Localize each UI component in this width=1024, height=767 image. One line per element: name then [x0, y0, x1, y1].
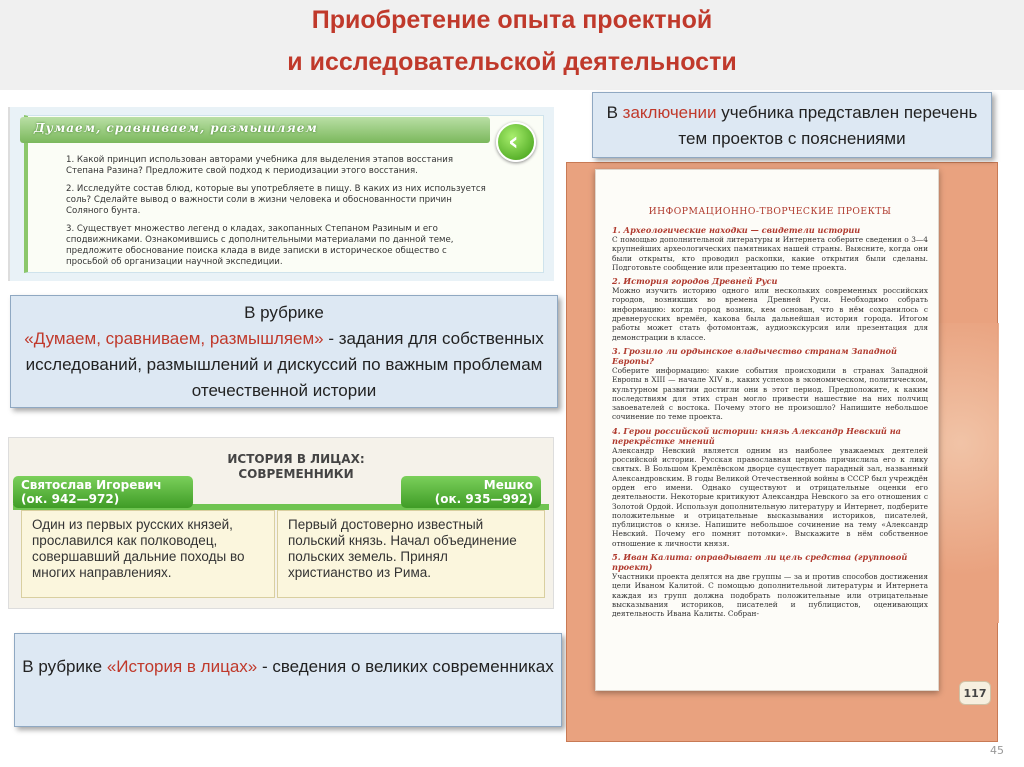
callout-conclusion	[592, 92, 992, 158]
slide-number: 45	[990, 744, 1004, 757]
person-years: (ок. 935—992)	[434, 492, 533, 506]
person-tab-right	[401, 476, 541, 508]
project-heading-4: 4. Герои российской истории: князь Александр Невский на перекрёстке мнений	[612, 425, 901, 446]
callout-highlight: заключении	[622, 103, 717, 122]
project-text-1: С помощью дополнительной литературы и Интернета соберите сведения о 3—4 крупнейших археологических памятниках нашей страны. Выясните, когда они были открыты, кто проводил раскопки, какие открытия были сделаны. Подготовьте сообщение или презентацию по теме проекта.	[612, 235, 928, 272]
callout-faces-rubric	[14, 633, 562, 727]
textbook-page-117	[566, 162, 998, 742]
project-text-2: Можно изучить историю одного или нескольких современных российских городов, возникших во времена Древней Руси. Необходимо собрать информацию: когда город возник, кем основан, что в нём сохранилось с древнерусских времён, какова была дальнейшая история города. Итогом работы может стать фотомонтаж, аудиоэкскурсия или презентация для демонстрации в классе.	[612, 286, 928, 342]
callout-think-rubric	[10, 295, 558, 408]
project-heading-5: 5. Иван Калита: оправдывает ли цель средства (групповой проект)	[612, 552, 908, 573]
heading-line2: СОВРЕМЕННИКИ	[238, 467, 354, 481]
section-heading	[201, 452, 391, 482]
project-list-page	[595, 169, 939, 691]
page-title: ИНФОРМАЦИОННО-ТВОРЧЕСКИЕ ПРОЕКТЫ	[648, 206, 892, 217]
heading-line1: ИСТОРИЯ В ЛИЦАХ:	[227, 452, 365, 466]
person-card-left: Один из первых русских князей, прославился как полководец, совершавший дальние походы во многих направлениях.	[21, 510, 275, 598]
person-card-right: Первый достоверно известный польский князь. Начал объединение польских земель. Принял христианство из Рима.	[277, 510, 545, 598]
slide-title-line2: и исследовательской деятельности	[287, 48, 737, 76]
person-name: Святослав Игоревич	[21, 478, 162, 492]
callout-rest: - сведения о великих современниках	[257, 657, 554, 676]
callout-prefix: В рубрике	[22, 657, 107, 676]
chevron-left-icon[interactable]: ‹	[496, 122, 536, 162]
rubric-title: Думаем, сравниваем, размышляем	[34, 121, 318, 135]
callout-highlight: «История в лицах»	[106, 657, 258, 676]
callout-line1: В рубрике	[244, 303, 324, 322]
rubric-banner	[20, 117, 490, 143]
project-text-3: Соберите информацию: какие события происходили в странах Западной Европы в XIII — начале XIV в., каких успехов в экономическом, политическом, культурном развитии достигли они в этот период. Предположите, к каким последствиям для этих стран могло привести нашествие на них полчищ завоевателей с востока. Почему этого не произошло? Напишите небольшое сочинение по теме проекта.	[612, 365, 928, 422]
question-3: 3. Существует множество легенд о кладах, закопанных Степаном Разиным и его сподвижниками. Ознакомившись с дополнительными материалами по данной теме, предложите обоснование поиска клада в виде записки в историческое общество с просьбой об организации научной экспедиции.	[66, 224, 454, 267]
person-years: (ок. 942—972)	[21, 492, 120, 506]
question-2: 2. Исследуйте состав блюд, которые вы употребляете в пищу. В каких из них используется соль? Сделайте вывод о важности соли в жизни человека и обоснованности причин Соляного бунта.	[66, 184, 486, 216]
person-tab-left	[13, 476, 193, 508]
project-heading-3: 3. Грозило ли ордынское владычество странам Западной Европы?	[612, 345, 897, 366]
callout-rest: учебника представлен перечень тем проектов с пояснениями	[678, 103, 978, 148]
project-text-4: Александр Невский является одним из наиболее уважаемых деятелей российской истории. Русская православная церковь причислила его к лику святых. В Большом Кремлёвском дворце существует парадный зал, названный Александровским. В годы Великой Отечественной войны в СССР был учреждён орден его имени. Однако существуют и отрицательные оценки его деятельности. Некоторые критикуют Александра Невского за его отношения с Золотой Ордой. Используя дополнительную литературу и Интернет, подберите положительные и отрицательные высказывания историков, писателей, публицистов о князе. Напишите небольшое сочинение на тему «Александр Невский. Почему его помнят потомки». Выскажите в нём собственное отношение к личности князя.	[612, 445, 928, 548]
callout-prefix: В	[606, 103, 623, 122]
question-1: 1. Какой принцип использован авторами учебника для выделения этапов восстания Степана Разина? Предложите свой подход к периодизации этого восстания.	[66, 155, 454, 176]
slide-title-line1: Приобретение опыта проектной	[311, 6, 713, 34]
callout-rest: - задания для собственных исследований, размышлений и дискуссий по важным проблемам отечественной истории	[25, 329, 544, 400]
callout-highlight: «Думаем, сравниваем, размышляем»	[24, 329, 324, 348]
person-name: Мешко	[483, 478, 533, 492]
project-heading-1: 1. Археологические находки — свидетели истории	[612, 225, 861, 235]
project-heading-2: 2. История городов Древней Руси	[612, 276, 778, 287]
project-text-5: Участники проекта делятся на две группы — за и против способов достижения цели Иваном Калитой. С помощью дополнительной литературы и Интернета каждая из групп должна подобрать положительные или отрицательные высказывания историков, писателей и публицистов, оценивающих деятельность Ивана Калиты. Собран-	[612, 572, 928, 619]
page-number-badge: 117	[959, 681, 991, 705]
textbook-excerpt-contemporaries	[8, 437, 554, 609]
